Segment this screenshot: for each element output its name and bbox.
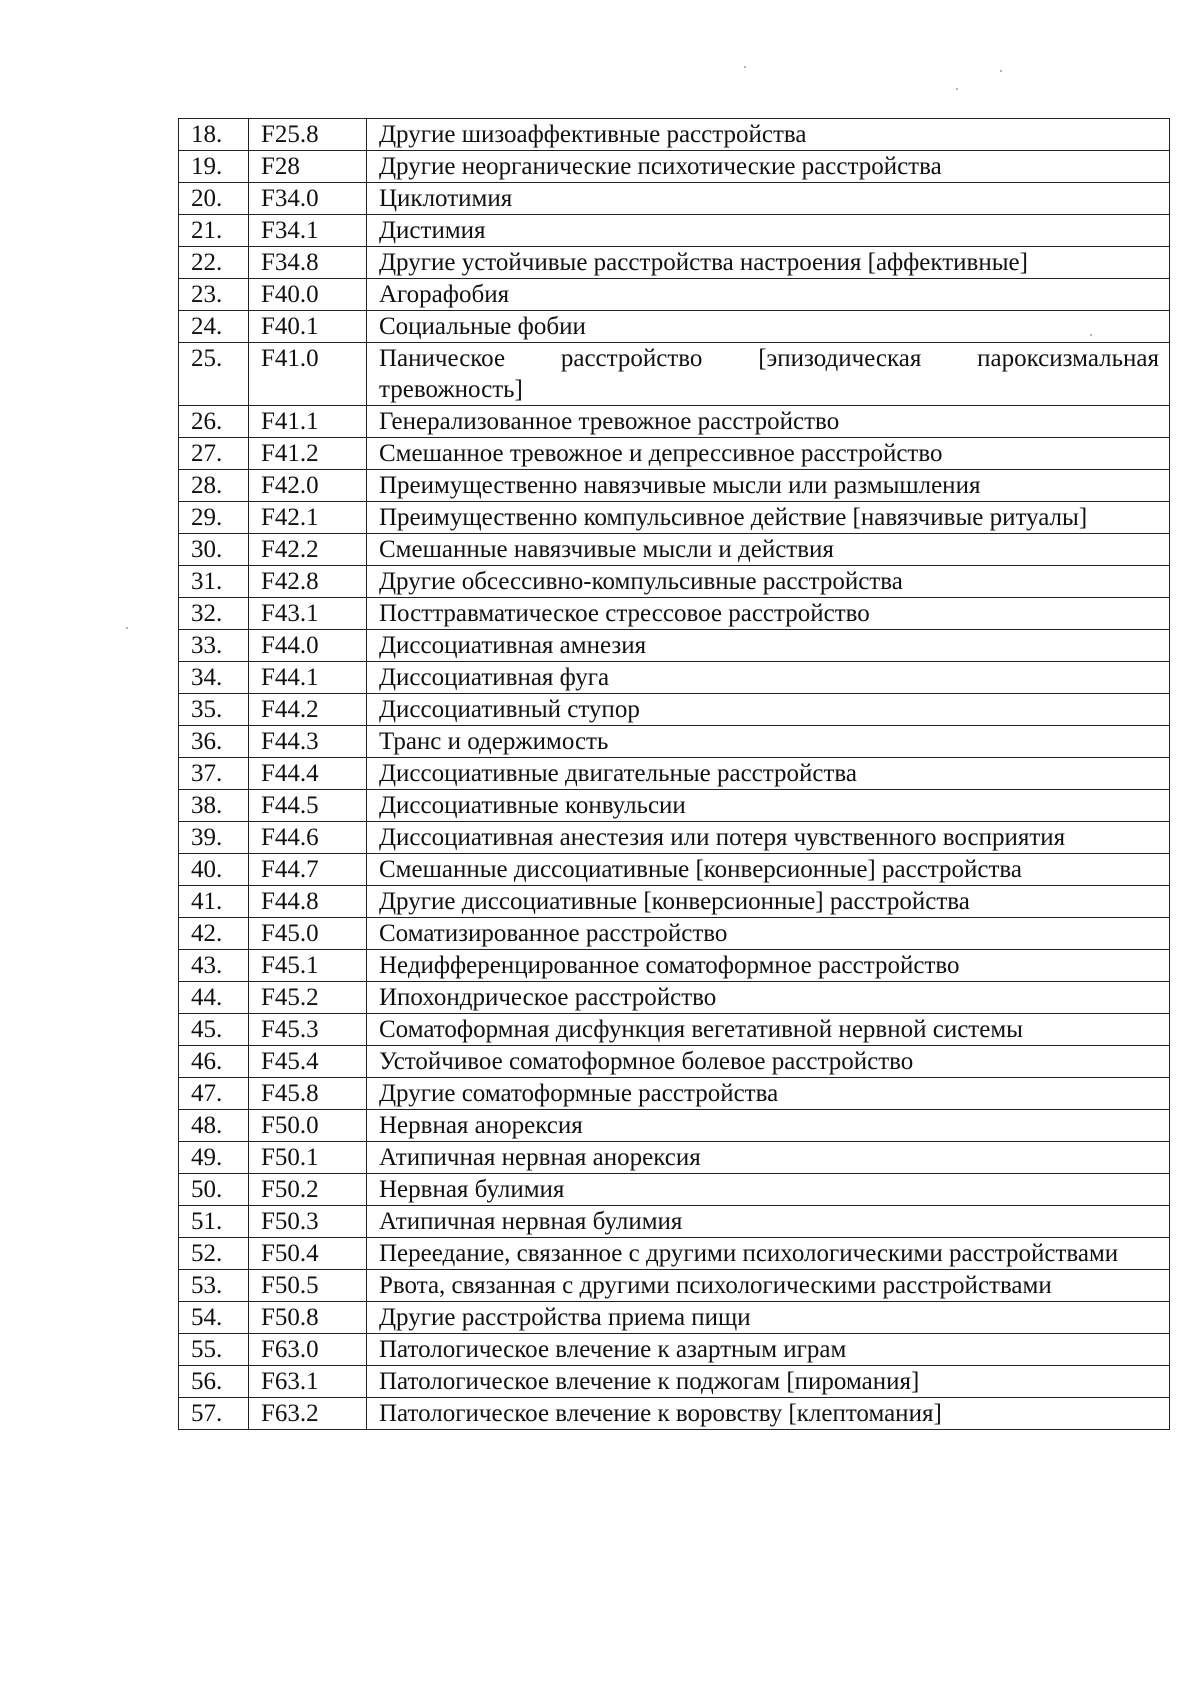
row-number: 57. xyxy=(179,1398,249,1430)
diagnosis-description: Паническое расстройство [эпизодическая пароксизмальная тревожность] xyxy=(367,343,1170,406)
row-number: 24. xyxy=(179,311,249,343)
table-row xyxy=(179,151,1170,183)
icd-code: F44.8 xyxy=(249,886,367,918)
table-row xyxy=(179,1398,1170,1430)
icd-code: F50.2 xyxy=(249,1174,367,1206)
table-row xyxy=(179,311,1170,343)
table-row xyxy=(179,183,1170,215)
table-row xyxy=(179,854,1170,886)
table-row xyxy=(179,726,1170,758)
icd-code: F44.1 xyxy=(249,662,367,694)
row-number: 50. xyxy=(179,1174,249,1206)
diagnosis-description: Диссоциативные двигательные расстройства xyxy=(367,758,1170,790)
diagnosis-description: Соматоформная дисфункция вегетативной нервной системы xyxy=(367,1014,1170,1046)
scan-speck xyxy=(956,88,958,90)
diagnosis-description: Нервная анорексия xyxy=(367,1110,1170,1142)
icd-code: F43.1 xyxy=(249,598,367,630)
table-row xyxy=(179,1334,1170,1366)
icd-code: F45.0 xyxy=(249,918,367,950)
icd-code: F28 xyxy=(249,151,367,183)
row-number: 54. xyxy=(179,1302,249,1334)
icd-code: F45.2 xyxy=(249,982,367,1014)
row-number: 37. xyxy=(179,758,249,790)
icd-code: F45.4 xyxy=(249,1046,367,1078)
row-number: 28. xyxy=(179,470,249,502)
table-row xyxy=(179,1014,1170,1046)
diagnosis-description: Посттравматическое стрессовое расстройство xyxy=(367,598,1170,630)
table-row xyxy=(179,438,1170,470)
diagnosis-description: Социальные фобии xyxy=(367,311,1170,343)
icd-code: F44.0 xyxy=(249,630,367,662)
row-number: 52. xyxy=(179,1238,249,1270)
icd-code: F50.1 xyxy=(249,1142,367,1174)
icd-code: F42.2 xyxy=(249,534,367,566)
table-row xyxy=(179,1366,1170,1398)
table-row xyxy=(179,790,1170,822)
row-number: 36. xyxy=(179,726,249,758)
row-number: 51. xyxy=(179,1206,249,1238)
table-row xyxy=(179,1078,1170,1110)
table-row xyxy=(179,343,1170,406)
row-number: 32. xyxy=(179,598,249,630)
table-row xyxy=(179,918,1170,950)
row-number: 30. xyxy=(179,534,249,566)
table-row xyxy=(179,534,1170,566)
diagnosis-description: Атипичная нервная булимия xyxy=(367,1206,1170,1238)
table-row xyxy=(179,215,1170,247)
table-row xyxy=(179,630,1170,662)
diagnosis-description: Другие неорганические психотические расстройства xyxy=(367,151,1170,183)
icd-code: F25.8 xyxy=(249,119,367,151)
table-row xyxy=(179,1206,1170,1238)
diagnosis-description: Генерализованное тревожное расстройство xyxy=(367,406,1170,438)
diagnosis-description: Другие обсессивно-компульсивные расстройства xyxy=(367,566,1170,598)
table-row xyxy=(179,279,1170,311)
row-number: 33. xyxy=(179,630,249,662)
diagnosis-description: Дистимия xyxy=(367,215,1170,247)
diagnosis-description: Другие устойчивые расстройства настроения [аффективные] xyxy=(367,247,1170,279)
diagnosis-description: Патологическое влечение к воровству [клептомания] xyxy=(367,1398,1170,1430)
icd-code: F44.2 xyxy=(249,694,367,726)
row-number: 25. xyxy=(179,343,249,406)
diagnosis-description: Циклотимия xyxy=(367,183,1170,215)
row-number: 46. xyxy=(179,1046,249,1078)
table-row xyxy=(179,1270,1170,1302)
row-number: 55. xyxy=(179,1334,249,1366)
icd-code: F50.4 xyxy=(249,1238,367,1270)
icd-code: F34.1 xyxy=(249,215,367,247)
icd-code: F42.0 xyxy=(249,470,367,502)
scan-speck xyxy=(126,627,128,629)
icd-code: F41.2 xyxy=(249,438,367,470)
row-number: 27. xyxy=(179,438,249,470)
table-row xyxy=(179,1174,1170,1206)
icd-code: F50.8 xyxy=(249,1302,367,1334)
table-row xyxy=(179,1142,1170,1174)
diagnosis-description: Переедание, связанное с другими психологическими расстройствами xyxy=(367,1238,1170,1270)
row-number: 21. xyxy=(179,215,249,247)
icd-code: F45.8 xyxy=(249,1078,367,1110)
table-body xyxy=(179,119,1170,1430)
table-row xyxy=(179,406,1170,438)
icd-code: F42.1 xyxy=(249,502,367,534)
icd-code: F45.3 xyxy=(249,1014,367,1046)
table-row xyxy=(179,247,1170,279)
icd-code: F40.0 xyxy=(249,279,367,311)
diagnosis-code-table xyxy=(178,118,1170,1430)
table-row xyxy=(179,1110,1170,1142)
icd-code: F44.3 xyxy=(249,726,367,758)
row-number: 43. xyxy=(179,950,249,982)
diagnosis-description: Ипохондрическое расстройство xyxy=(367,982,1170,1014)
row-number: 44. xyxy=(179,982,249,1014)
icd-code: F45.1 xyxy=(249,950,367,982)
row-number: 23. xyxy=(179,279,249,311)
diagnosis-description: Диссоциативная анестезия или потеря чувственного восприятия xyxy=(367,822,1170,854)
row-number: 29. xyxy=(179,502,249,534)
icd-code: F44.7 xyxy=(249,854,367,886)
table-row xyxy=(179,822,1170,854)
table-row xyxy=(179,470,1170,502)
diagnosis-description: Диссоциативная фуга xyxy=(367,662,1170,694)
diagnosis-description: Другие шизоаффективные расстройства xyxy=(367,119,1170,151)
row-number: 47. xyxy=(179,1078,249,1110)
diagnosis-description: Нервная булимия xyxy=(367,1174,1170,1206)
icd-code: F34.0 xyxy=(249,183,367,215)
diagnosis-description: Рвота, связанная с другими психологическими расстройствами xyxy=(367,1270,1170,1302)
diagnosis-description: Смешанное тревожное и депрессивное расстройство xyxy=(367,438,1170,470)
icd-code: F63.0 xyxy=(249,1334,367,1366)
icd-code: F50.3 xyxy=(249,1206,367,1238)
table-row xyxy=(179,1046,1170,1078)
row-number: 35. xyxy=(179,694,249,726)
diagnosis-description: Другие соматоформные расстройства xyxy=(367,1078,1170,1110)
row-number: 45. xyxy=(179,1014,249,1046)
row-number: 56. xyxy=(179,1366,249,1398)
table-row xyxy=(179,502,1170,534)
scan-speck xyxy=(1000,70,1002,72)
row-number: 41. xyxy=(179,886,249,918)
icd-code: F40.1 xyxy=(249,311,367,343)
table-row xyxy=(179,758,1170,790)
icd-code: F50.5 xyxy=(249,1270,367,1302)
row-number: 49. xyxy=(179,1142,249,1174)
row-number: 42. xyxy=(179,918,249,950)
diagnosis-description: Устойчивое соматоформное болевое расстройство xyxy=(367,1046,1170,1078)
table-row xyxy=(179,982,1170,1014)
icd-code: F41.0 xyxy=(249,343,367,406)
diagnosis-description: Агорафобия xyxy=(367,279,1170,311)
row-number: 40. xyxy=(179,854,249,886)
row-number: 26. xyxy=(179,406,249,438)
diagnosis-description: Преимущественно навязчивые мысли или размышления xyxy=(367,470,1170,502)
diagnosis-description: Патологическое влечение к поджогам [пиромания] xyxy=(367,1366,1170,1398)
icd-code: F44.4 xyxy=(249,758,367,790)
diagnosis-description: Атипичная нервная анорексия xyxy=(367,1142,1170,1174)
table-row xyxy=(179,1238,1170,1270)
row-number: 34. xyxy=(179,662,249,694)
table-row xyxy=(179,662,1170,694)
table-row xyxy=(179,1302,1170,1334)
row-number: 18. xyxy=(179,119,249,151)
row-number: 53. xyxy=(179,1270,249,1302)
diagnosis-description: Диссоциативные конвульсии xyxy=(367,790,1170,822)
table-row xyxy=(179,119,1170,151)
table-row xyxy=(179,598,1170,630)
icd-code: F44.5 xyxy=(249,790,367,822)
diagnosis-description: Диссоциативный ступор xyxy=(367,694,1170,726)
table-row xyxy=(179,566,1170,598)
row-number: 48. xyxy=(179,1110,249,1142)
row-number: 22. xyxy=(179,247,249,279)
diagnosis-description: Соматизированное расстройство xyxy=(367,918,1170,950)
table-row xyxy=(179,886,1170,918)
row-number: 31. xyxy=(179,566,249,598)
table-row xyxy=(179,694,1170,726)
diagnosis-description: Другие диссоциативные [конверсионные] расстройства xyxy=(367,886,1170,918)
diagnosis-description: Преимущественно компульсивное действие [навязчивые ритуалы] xyxy=(367,502,1170,534)
diagnosis-description: Диссоциативная амнезия xyxy=(367,630,1170,662)
row-number: 38. xyxy=(179,790,249,822)
diagnosis-description: Смешанные навязчивые мысли и действия xyxy=(367,534,1170,566)
table-row xyxy=(179,950,1170,982)
diagnosis-description: Патологическое влечение к азартным играм xyxy=(367,1334,1170,1366)
diagnosis-description: Недифференцированное соматоформное расстройство xyxy=(367,950,1170,982)
diagnosis-description: Транс и одержимость xyxy=(367,726,1170,758)
row-number: 39. xyxy=(179,822,249,854)
scan-speck xyxy=(744,66,746,68)
icd-code: F44.6 xyxy=(249,822,367,854)
icd-code: F50.0 xyxy=(249,1110,367,1142)
row-number: 19. xyxy=(179,151,249,183)
icd-code: F34.8 xyxy=(249,247,367,279)
icd-code: F41.1 xyxy=(249,406,367,438)
diagnosis-description: Другие расстройства приема пищи xyxy=(367,1302,1170,1334)
icd-code: F63.1 xyxy=(249,1366,367,1398)
icd-code: F42.8 xyxy=(249,566,367,598)
diagnosis-description: Смешанные диссоциативные [конверсионные] расстройства xyxy=(367,854,1170,886)
icd-code: F63.2 xyxy=(249,1398,367,1430)
row-number: 20. xyxy=(179,183,249,215)
